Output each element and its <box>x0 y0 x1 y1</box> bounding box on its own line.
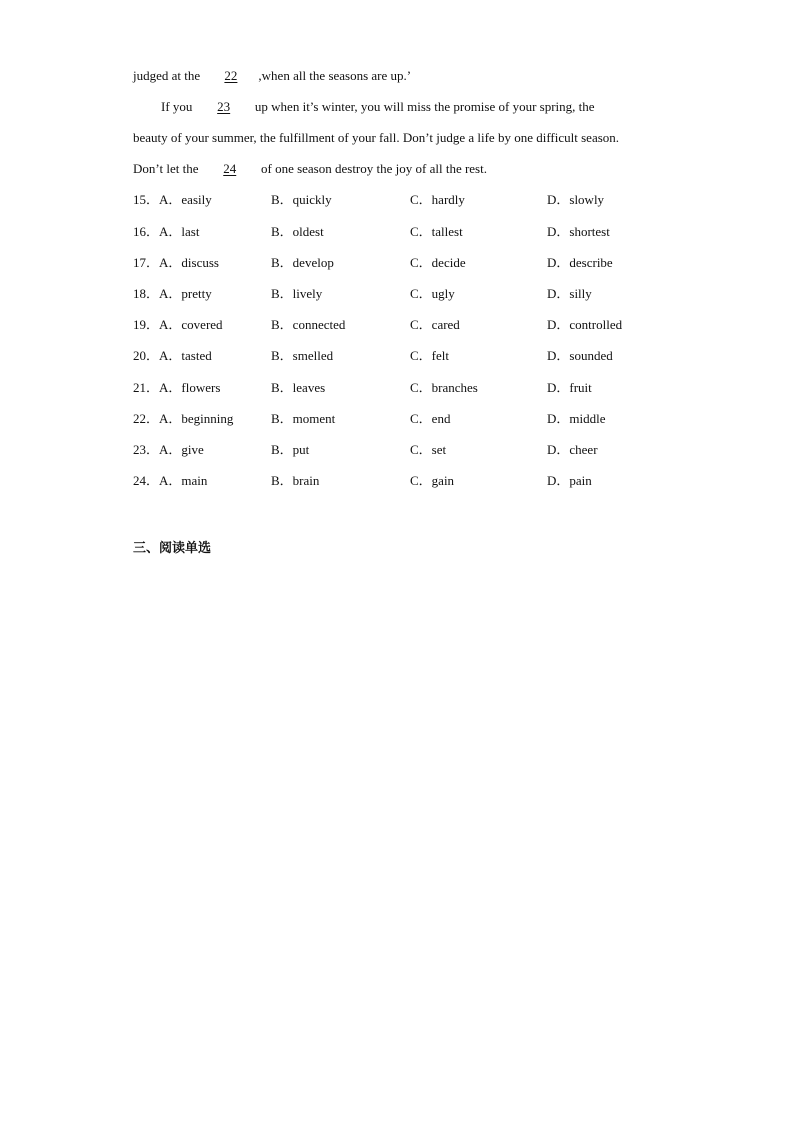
question-number: 21． <box>133 380 160 395</box>
question-option-b: B．moment <box>271 411 336 426</box>
question-option-a: 23．A．give <box>133 442 204 457</box>
question-number: 18． <box>133 286 160 301</box>
question-option-a: 18．A．pretty <box>133 286 212 301</box>
question-option-a: 15．A．easily <box>133 192 212 207</box>
question-option-d: D．silly <box>547 286 592 301</box>
blank-22: 22 <box>224 68 238 83</box>
question-option-c: C．gain <box>410 473 455 488</box>
blank-23: 23 <box>217 99 231 114</box>
question-option-d: D．slowly <box>547 192 605 207</box>
passage-line-4 <box>133 160 673 178</box>
question-option-c: C．felt <box>410 348 449 363</box>
passage-line-2 <box>161 98 701 116</box>
question-option-d: D．describe <box>547 255 613 270</box>
question-option-d: D．middle <box>547 411 606 426</box>
question-option-b: B．oldest <box>271 224 324 239</box>
question-option-a: 16．A．last <box>133 224 200 239</box>
question-number: 15． <box>133 192 160 207</box>
question-option-a: 17．A．discuss <box>133 255 219 270</box>
question-option-c: C．decide <box>410 255 466 270</box>
question-option-c: C．branches <box>410 380 478 395</box>
question-option-d: D．controlled <box>547 317 623 332</box>
question-option-b: B．smelled <box>271 348 334 363</box>
question-number: 19． <box>133 317 160 332</box>
question-number: 23． <box>133 442 160 457</box>
question-option-d: D．fruit <box>547 380 592 395</box>
question-option-d: D．sounded <box>547 348 613 363</box>
question-option-b: B．lively <box>271 286 323 301</box>
question-option-b: B．develop <box>271 255 334 270</box>
passage-line-1 <box>133 67 673 85</box>
question-number: 20． <box>133 348 160 363</box>
question-option-c: C．ugly <box>410 286 455 301</box>
passage-text: If you <box>161 99 196 114</box>
question-number: 17． <box>133 255 160 270</box>
question-option-b: B．brain <box>271 473 320 488</box>
passage-line-3 <box>133 129 673 147</box>
question-row <box>133 472 693 490</box>
question-option-d: D．shortest <box>547 224 610 239</box>
question-number: 22． <box>133 411 160 426</box>
question-option-b: B．quickly <box>271 192 332 207</box>
question-number: 24． <box>133 473 160 488</box>
question-option-c: C．end <box>410 411 451 426</box>
question-row <box>133 316 693 334</box>
question-option-a: 22．A．beginning <box>133 411 234 426</box>
question-row <box>133 285 693 303</box>
question-row <box>133 347 693 365</box>
question-row <box>133 441 693 459</box>
question-option-b: B．connected <box>271 317 346 332</box>
question-number: 16． <box>133 224 160 239</box>
question-row <box>133 254 693 272</box>
passage-text: of one season destroy the joy of all the rest. <box>257 161 487 176</box>
question-option-c: C．cared <box>410 317 460 332</box>
question-option-a: 24．A．main <box>133 473 208 488</box>
question-row <box>133 191 693 209</box>
passage-text: Don’t let the <box>133 161 202 176</box>
question-row <box>133 410 693 428</box>
question-option-c: C．set <box>410 442 447 457</box>
question-option-b: B．leaves <box>271 380 326 395</box>
question-option-a: 19．A．covered <box>133 317 223 332</box>
blank-24: 24 <box>223 161 237 176</box>
question-option-d: D．cheer <box>547 442 598 457</box>
passage-text: beauty of your summer, the fulfillment of your fall. Don’t judge a life by one difficult season. <box>133 130 620 145</box>
question-row <box>133 223 693 241</box>
question-option-b: B．put <box>271 442 310 457</box>
passage-text: up when it’s winter, you will miss the promise of your spring, the <box>251 99 595 114</box>
question-row <box>133 379 693 397</box>
section-title: 三、阅读单选 <box>133 541 212 556</box>
passage-text: ,when all the seasons are up.’ <box>258 68 412 83</box>
question-option-a: 20．A．tasted <box>133 348 212 363</box>
passage-text: judged at the <box>133 68 204 83</box>
question-option-a: 21．A．flowers <box>133 380 221 395</box>
question-option-d: D．pain <box>547 473 592 488</box>
question-option-c: C．tallest <box>410 224 463 239</box>
question-option-c: C．hardly <box>410 192 465 207</box>
